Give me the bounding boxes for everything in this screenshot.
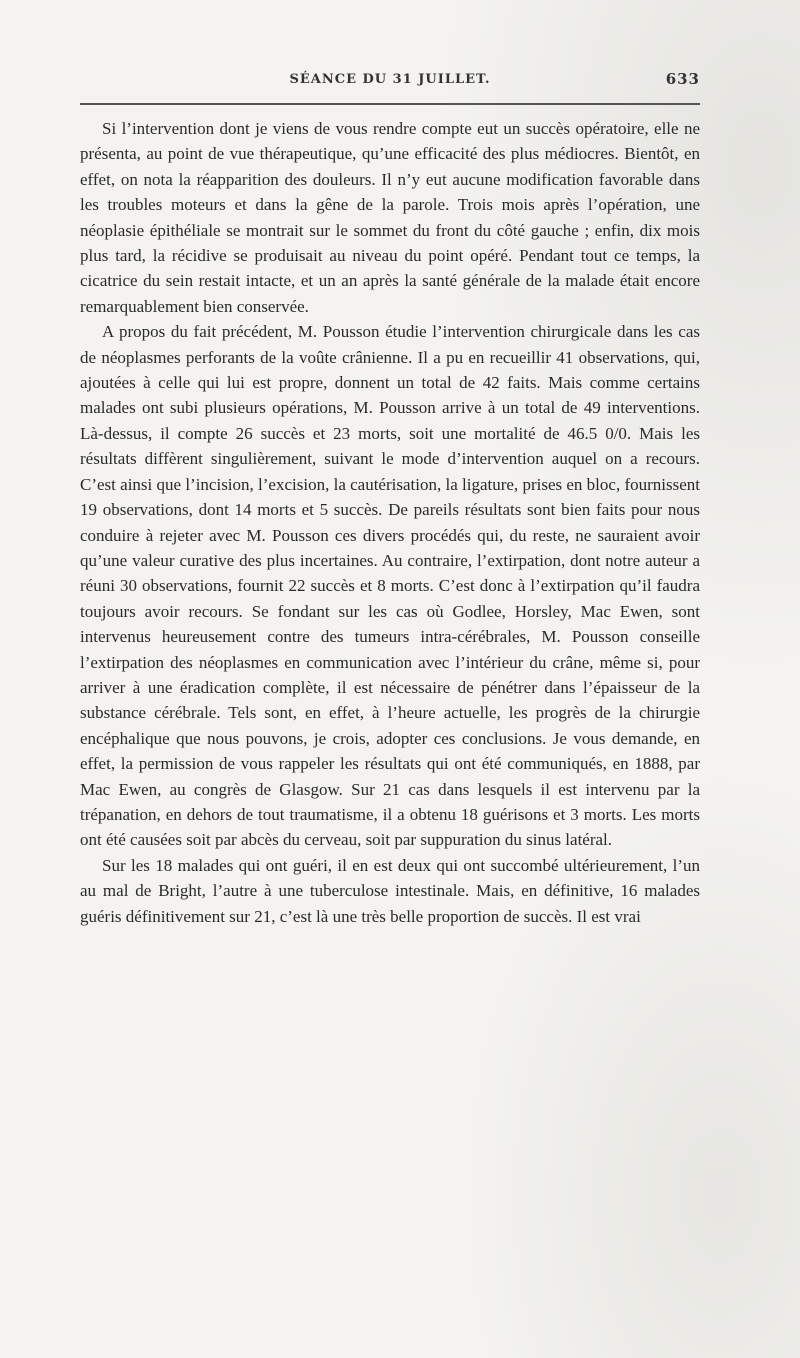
paragraph-3: Sur les 18 malades qui ont guéri, il en est deux qui ont succombé ultérieurement, l’un au mal de Bright, l’autre à une tuberculose intestinale. Mais, en définitive, 16 malades guéris définitivement sur 21, c’est là une très belle proportion de succès. Il est vrai — [80, 855, 700, 926]
body-text — [80, 116, 700, 929]
paragraph-2: A propos du fait précédent, M. Pousson étudie l’intervention chirurgicale dans les cas de néoplasmes perforants de la voûte crânienne. Il a pu en recueillir 41 observations, qui, ajoutées à celle qui lui est propre, donnent un total de 42 faits. Mais comme certains malades ont subi plusieurs opérations, M. Pousson arrive à un total de 49 interventions. Là-dessus, il compte 26 succès et 23 morts, soit une mortalité de 46.5 0/0. Mais les résultats diffèrent singulièrement, suivant le mode d’intervention auquel on a recours. C’est ainsi que l’incision, l’excision, la cautérisation, la ligature, prises en bloc, fournissent 19 observations, dont 14 morts et 5 succès. De pareils résultats sont bien faits pour nous conduire à rejeter avec M. Pousson ces divers procédés qui, du reste, ne sauraient avoir qu’une valeur curative des plus incertaines. Au contraire, l’extirpation, dont notre auteur a réuni 30 observations, fournit 22 succès et 8 morts. C’est donc à l’extirpation qu’il faudra toujours avoir recours. Se fondant sur les cas où Godlee, Horsley, Mac Ewen, sont intervenus heureusement contre des tumeurs intra-cérébrales, M. Pousson conseille l’extirpation des néoplasmes en communication avec l’intérieur du crâne, même si, pour arriver à une éradication complète, il est nécessaire de pénétrer dans l’épaisseur de la substance cérébrale. Tels sont, en effet, à l’heure actuelle, les progrès de la chirurgie encéphalique que nous pouvons, je crois, adopter ces conclusions. Je vous demande, en effet, la permission de vous rappeler les résultats qui ont été communiqués, en 1888, par Mac Ewen, au congrès de Glasgow. Sur 21 cas dans lesquels il est intervenu par la trépanation, en dehors de tout traumatisme, il a obtenu 18 guérisons et 3 morts. Les morts ont été causées soit par abcès du cerveau, soit par suppuration du sinus latéral. — [80, 322, 700, 850]
running-title: SÉANCE DU 31 JUILLET. — [289, 72, 491, 87]
paragraph-1: Si l’intervention dont je viens de vous rendre compte eut un succès opératoire, elle ne présenta, au point de vue thérapeutique, qu’une efficacité des plus médiocres. Bientôt, en effet, on nota la réapparition des douleurs. Il n’y eut aucune modification favorable dans les troubles moteurs et dans la gêne de la parole. Trois mois après l’opération, une néoplasie épithéliale se montrait sur le sommet du front du côté gauche ; enfin, dix mois plus tard, la récidive se produisait au niveau du point opéré. Pendant tout ce temps, la cicatrice du sein restait intacte, et un an après la santé générale de la malade était encore remarquablement bien conservée. — [80, 119, 700, 316]
header-rule — [80, 103, 700, 105]
page-number: 633 — [665, 70, 700, 88]
running-header — [80, 72, 700, 94]
